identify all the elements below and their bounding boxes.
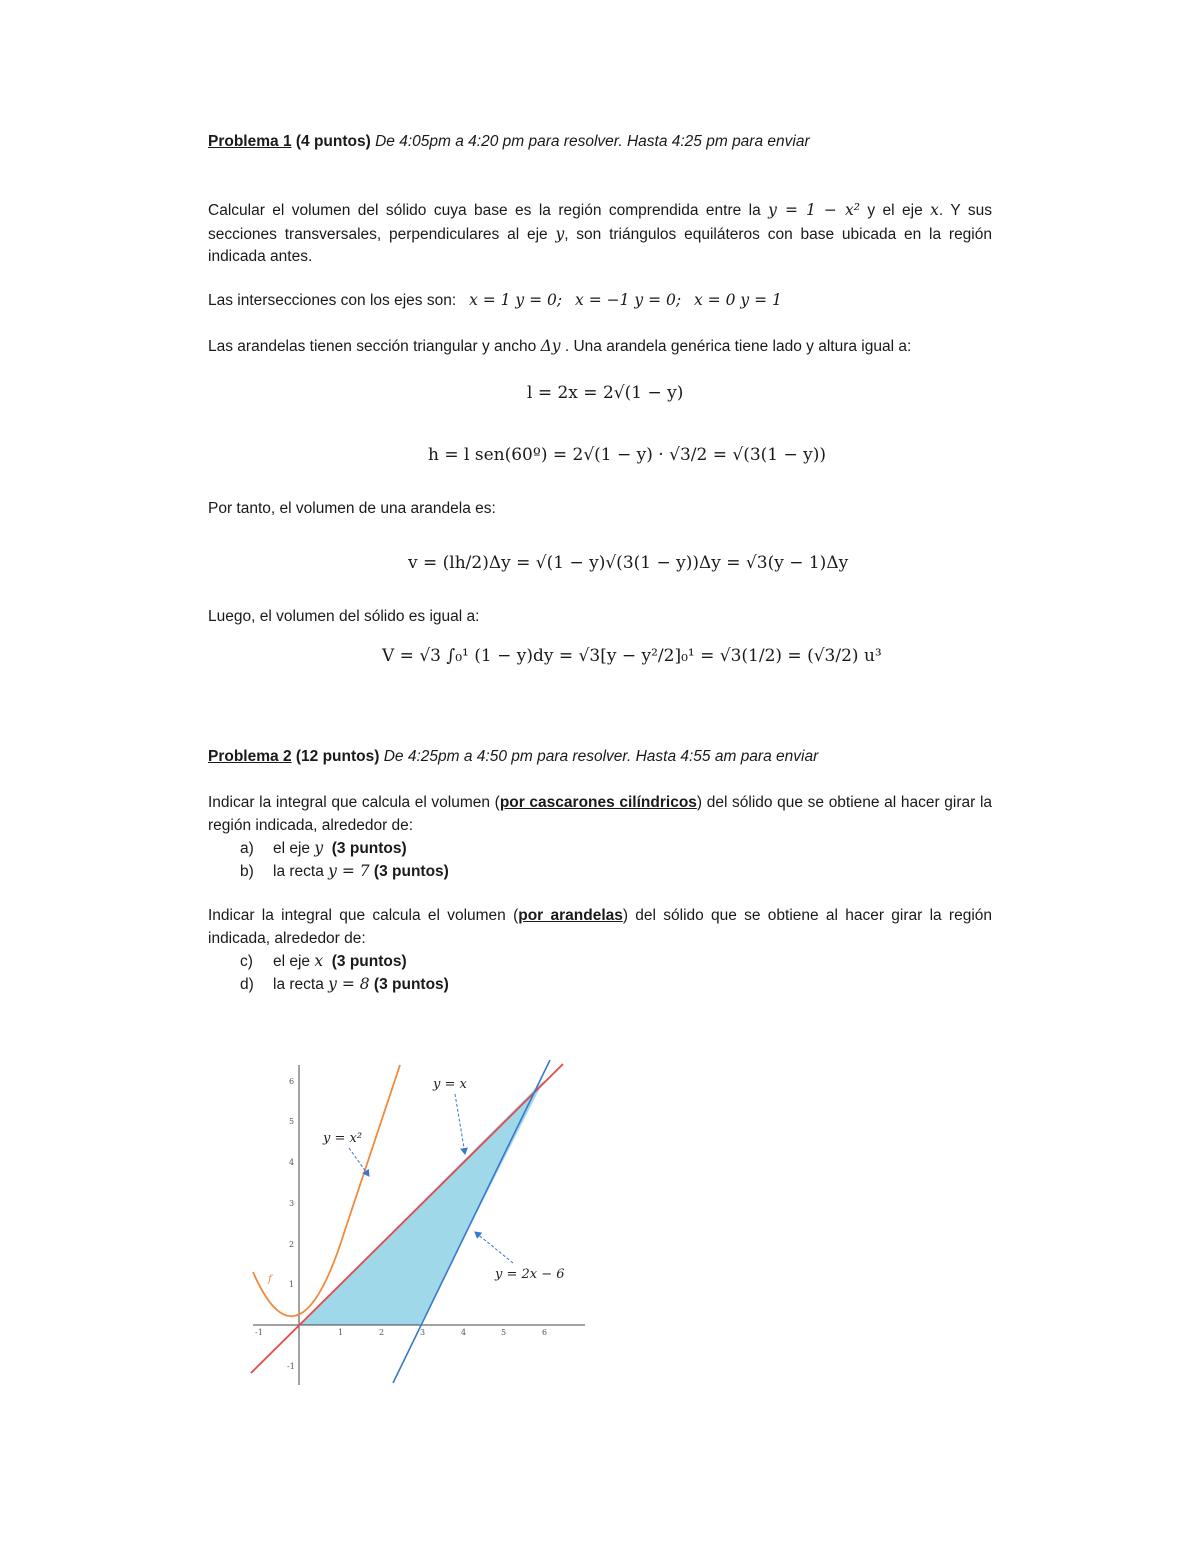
y-ticks [287, 1077, 295, 1371]
region-graph [245, 1060, 590, 1390]
label-f: f [268, 1274, 272, 1285]
arrow-line2 [475, 1232, 513, 1263]
problem2-intro-washers: Indicar la integral que calcula el volumen (por arandelas) del sólido que se obtiene al hacer girar la región indicada, alrededor de: [208, 907, 992, 947]
x-tick-label: 3 [420, 1328, 426, 1337]
curve-math: y = 1 − x² [768, 201, 860, 219]
arrow-parabola [349, 1148, 369, 1176]
x-tick-label: 4 [461, 1328, 467, 1337]
equation-v: v = (lh/2)Δy = √(1 − y)√(3(1 − y))Δy = √3(y − 1)Δy [408, 553, 849, 573]
x-tick-label: -1 [255, 1328, 263, 1337]
arrow-line [455, 1094, 465, 1154]
intersections-line [208, 289, 992, 313]
x-tick-label: 1 [338, 1328, 344, 1337]
problem1-heading [208, 133, 810, 151]
x-tick-label: 2 [379, 1328, 385, 1337]
problem1-points: (4 puntos) [295, 133, 371, 150]
problem2-title: Problema 2 [208, 748, 292, 765]
y-tick-label: 3 [289, 1199, 295, 1208]
intersection-2: x = −1 y = 0; [575, 291, 682, 309]
line-y-equals-x [251, 1064, 563, 1373]
list-item-c: c) el eje x (3 puntos) [240, 952, 407, 970]
problem2-heading [208, 748, 818, 766]
list-item-b: b) la recta y = 7 (3 puntos) [240, 862, 449, 880]
y-tick-label: -1 [287, 1362, 295, 1371]
problem2-schedule: De 4:25pm a 4:50 pm para resolver. Hasta 4:55 am para enviar [383, 748, 819, 765]
label-y-2x-minus-6: y = 2x − 6 [495, 1267, 565, 1282]
list-item-d: d) la recta y = 8 (3 puntos) [240, 975, 449, 993]
y-tick-label: 2 [289, 1240, 295, 1249]
problem1-statement: Calcular el volumen del sólido cuya base es la región comprendida entre la y = 1 − x² y el eje x. Y sus secciones transversales, perpendiculares al eje y, son triángulos equiláteros con base ubicada en la región indicada antes. [208, 201, 992, 265]
intersections-label: Las intersecciones con los ejes son: [208, 292, 457, 309]
list-item-a: a) el eje y (3 puntos) [240, 839, 407, 857]
intersection-3: x = 0 y = 1 [694, 291, 782, 309]
then-line: Luego, el volumen del sólido es igual a: [208, 608, 480, 625]
x-tick-label: 6 [542, 1328, 548, 1337]
label-parabola: y = x² [323, 1131, 363, 1146]
label-y-equals-x: y = x [433, 1077, 467, 1092]
x-tick-label: 5 [501, 1328, 507, 1337]
equation-volume: V = √3 ∫₀¹ (1 − y)dy = √3[y − y²/2]₀¹ = √3(1/2) = (√3/2) u³ [382, 646, 882, 666]
problem1-schedule: De 4:05pm a 4:20 pm para resolver. Hasta 4:25 pm para enviar [375, 133, 810, 150]
equation-h: h = l sen(60º) = 2√(1 − y) · √3/2 = √(3(1 − y)) [428, 445, 827, 465]
intersection-1: x = 1 y = 0; [469, 291, 563, 309]
equation-l: l = 2x = 2√(1 − y) [527, 383, 684, 403]
problem2-intro-shells: Indicar la integral que calcula el volumen (por cascarones cilíndricos) del sólido que se obtiene al hacer girar la región indicada, alrededor de: [208, 794, 993, 834]
problem2-points: (12 puntos) [295, 748, 380, 765]
y-tick-label: 4 [289, 1158, 295, 1167]
washers-line: Las arandelas tienen sección triangular y ancho Δy . Una arandela genérica tiene lado y altura igual a: [208, 337, 912, 355]
problem1-title: Problema 1 [208, 133, 292, 150]
y-tick-label: 6 [289, 1077, 295, 1086]
therefore-line: Por tanto, el volumen de una arandela es: [208, 500, 496, 517]
y-tick-label: 1 [289, 1280, 295, 1289]
y-tick-label: 5 [289, 1117, 295, 1126]
